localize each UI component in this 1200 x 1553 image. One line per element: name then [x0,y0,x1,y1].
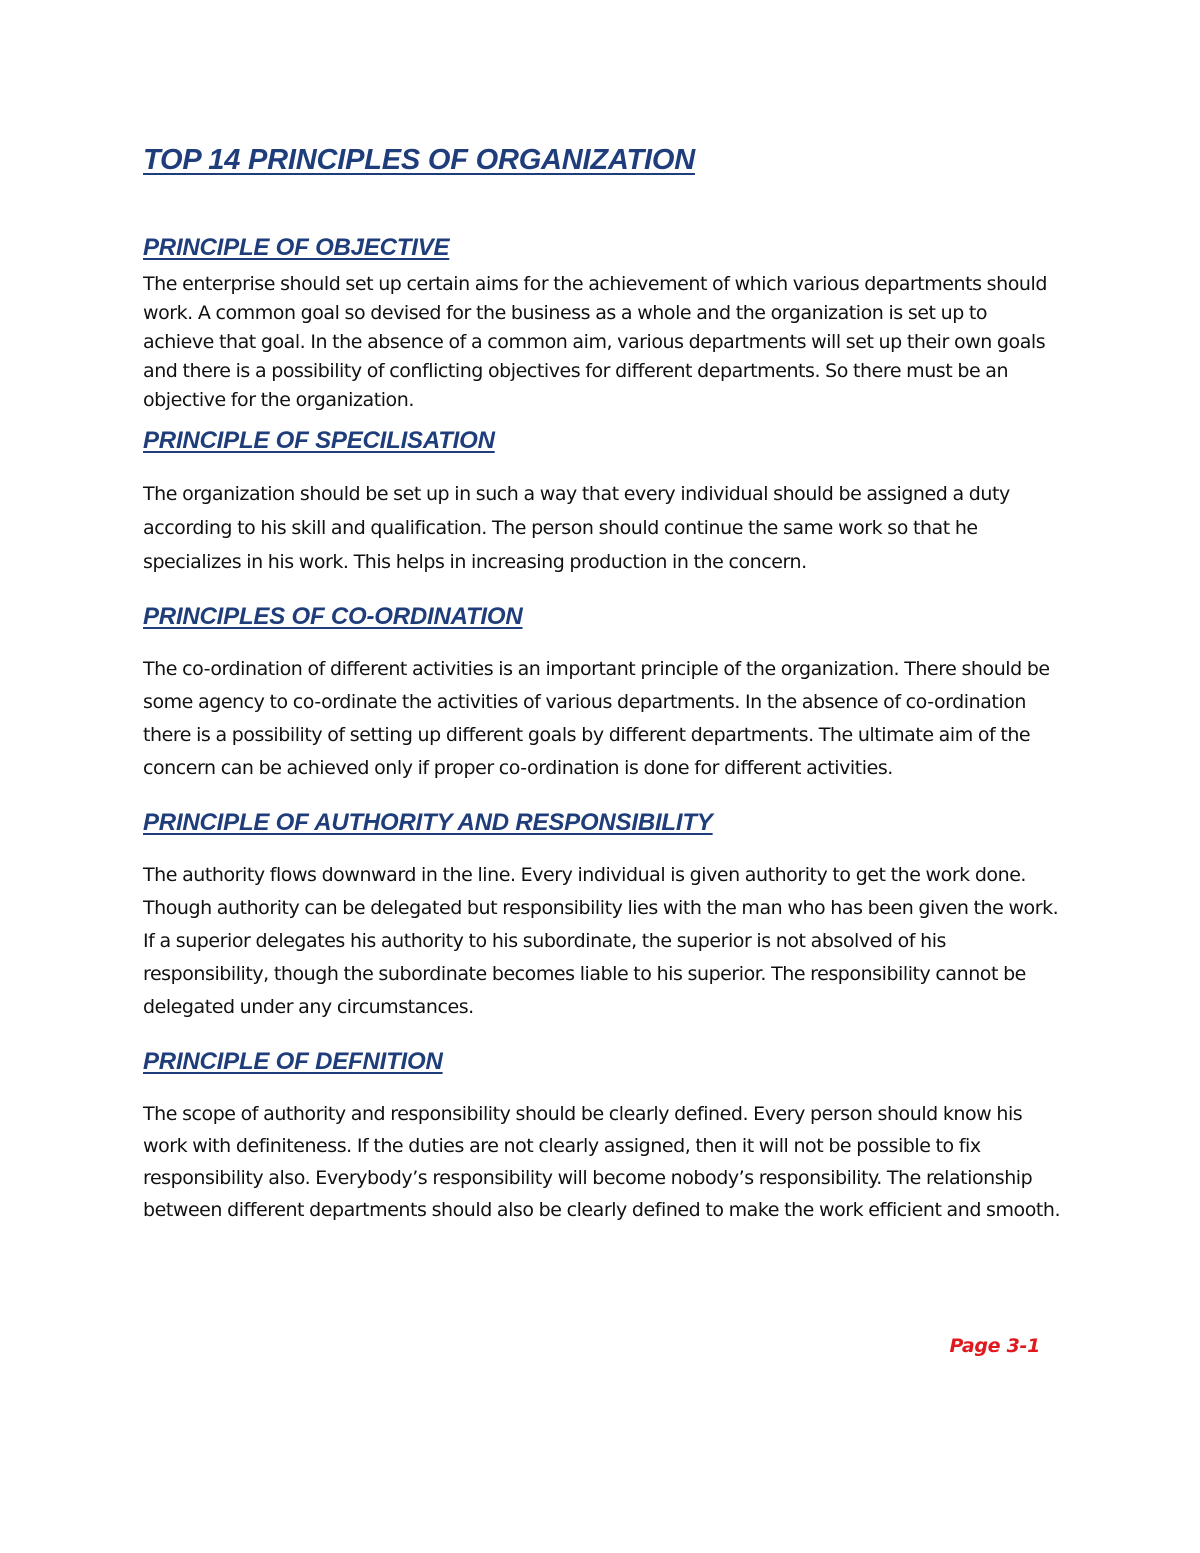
section-body-authority-responsibility: The authority flows downward in the line. Every individual is given authority to get the work done. Though authority can be delegated but responsibility lies with the man who has been given the work. If a superior delegates his authority to his subordinate, the superior is not absolved of his responsibility, though the subordinate becomes liable to his superior. The responsibility cannot be delegated under any circumstances. [143,864,1059,1018]
section-definition [143,1046,1063,1226]
section-authority-responsibility [143,807,1063,1024]
section-body-definition: The scope of authority and responsibility should be clearly defined. Every person should know his work with definiteness. If the duties are not clearly assigned, then it will not be possible to fix responsibility also. Everybody’s responsibility will become nobody’s responsibility. The relationship between different departments should also be clearly defined to make the work efficient and smooth. [143,1103,1061,1221]
page-number: Page 3-1 [949,1335,1040,1357]
section-body-coordination: The co-ordination of different activities is an important principle of the organization. There should be some agency to co-ordinate the activities of various departments. In the absence of co-ordination there is a possibility of setting up different goals by different departments. The ultimate aim of the concern can be achieved only if proper co-ordination is done for different activities. [143,658,1050,779]
section-heading-coordination: PRINCIPLES OF CO-ORDINATION [143,603,523,630]
section-heading-objective: PRINCIPLE OF OBJECTIVE [143,234,450,261]
document-content [143,140,1063,1226]
section-body-specialisation: The organization should be set up in such a way that every individual should be assigned a duty according to his skill and qualification. The person should continue the same work so that he specializes in his work. This helps in increasing production in the concern. [143,483,1010,573]
section-objective [143,232,1063,415]
section-body-objective: The enterprise should set up certain aims for the achievement of which various departments should work. A common goal so devised for the business as a whole and the organization is set up to achieve that goal. In the absence of a common aim, various departments will set up their own goals and there is a possibility of conflicting objectives for different departments. So there must be an objective for the organization. [143,273,1047,411]
section-specialisation [143,425,1063,579]
section-heading-specialisation: PRINCIPLE OF SPECILISATION [143,427,495,454]
section-heading-authority-responsibility: PRINCIPLE OF AUTHORITY AND RESPONSIBILITY [143,809,713,836]
section-heading-definition: PRINCIPLE OF DEFNITION [143,1048,443,1075]
document-title: TOP 14 PRINCIPLES OF ORGANIZATION [143,144,695,176]
section-coordination [143,601,1063,785]
